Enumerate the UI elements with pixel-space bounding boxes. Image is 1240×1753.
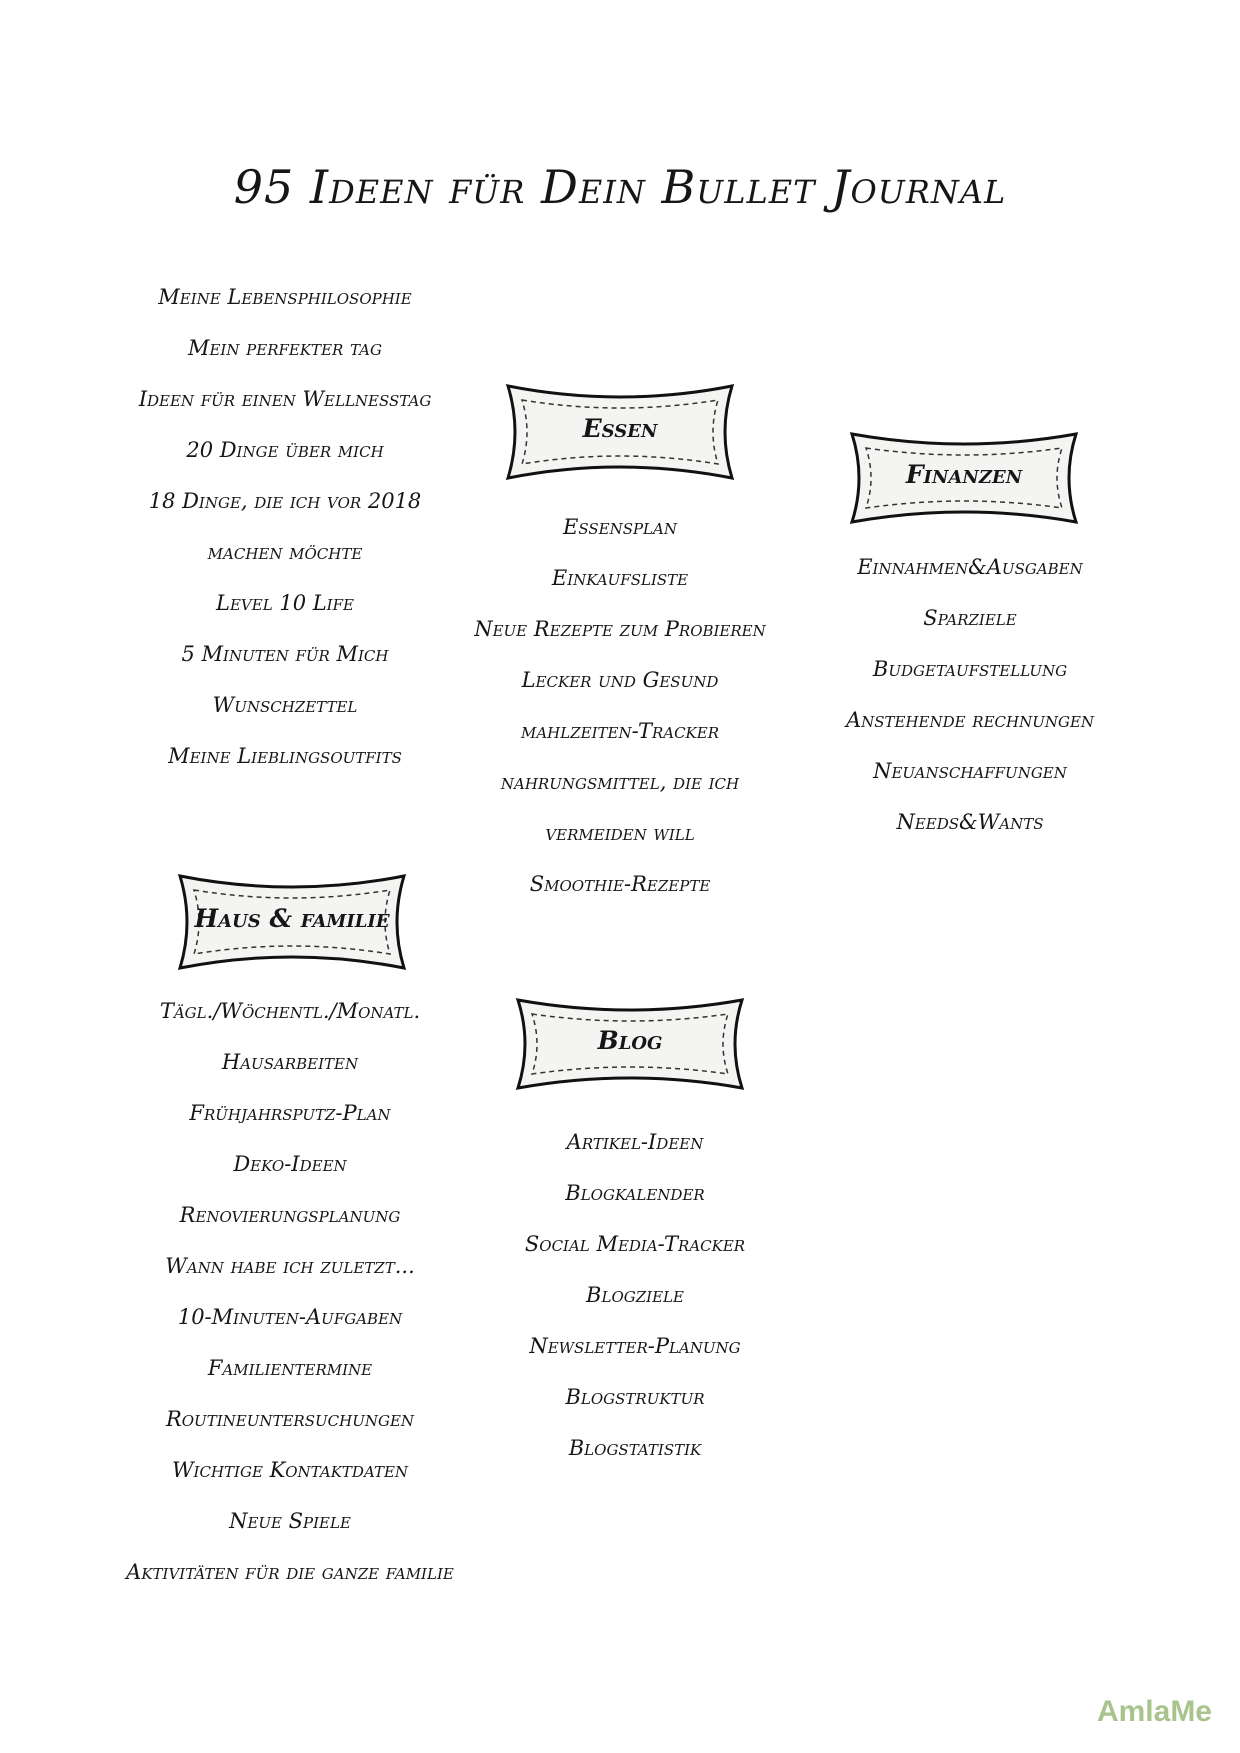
haus-heading: Haus & familie: [194, 904, 390, 933]
list-item: Sparziele: [923, 606, 1017, 630]
list-item: Ideen für einen Wellnesstag: [138, 387, 432, 411]
list-item: mahlzeiten-Tracker: [520, 719, 720, 743]
list-item: Mein perfekter tag: [187, 336, 382, 360]
list-item: Needs&Wants: [896, 810, 1044, 834]
list-item: Blogziele: [586, 1283, 684, 1307]
list-item: Hausarbeiten: [221, 1050, 359, 1074]
list-item: Wichtige Kontaktdaten: [171, 1458, 409, 1482]
essen-list: [460, 502, 780, 910]
essen-banner: [500, 380, 740, 484]
list-item: 18 Dinge, die ich vor 2018: [148, 489, 422, 513]
blog-list: [475, 1117, 795, 1474]
list-item: Blogstatistik: [568, 1436, 702, 1460]
list-item: Tägl./Wöchentl./Monatl.: [159, 999, 421, 1023]
haus-banner: [172, 870, 412, 974]
list-item: Meine Lebensphilosophie: [158, 285, 412, 309]
blog-heading: Blog: [597, 1026, 663, 1055]
list-item: Einnahmen&Ausgaben: [857, 555, 1083, 579]
list-item: Essensplan: [563, 515, 677, 539]
list-item: Artikel-Ideen: [566, 1130, 704, 1154]
finanzen-heading: Finanzen: [905, 460, 1023, 489]
list-item: Neue Spiele: [229, 1509, 351, 1533]
list-item: vermeiden will: [545, 821, 695, 845]
list-item: Smoothie-Rezepte: [529, 872, 711, 896]
watermark-logo: AmlaMe: [1096, 1695, 1212, 1728]
finanzen-list: [820, 542, 1120, 848]
list-item: Anstehende rechnungen: [845, 708, 1095, 732]
list-item: Renovierungsplanung: [179, 1203, 401, 1227]
list-item: Blogkalender: [565, 1181, 705, 1205]
essen-heading: Essen: [582, 414, 658, 443]
list-item: Routineuntersuchungen: [165, 1407, 415, 1431]
list-item: Social Media-Tracker: [524, 1232, 746, 1256]
list-item: 5 Minuten für Mich: [181, 642, 389, 666]
list-item: Budgetaufstellung: [872, 657, 1068, 681]
list-item: Aktivitäten für die ganze familie: [126, 1560, 454, 1584]
list-item: Einkaufsliste: [551, 566, 689, 590]
list-item: Lecker und Gesund: [521, 668, 719, 692]
list-item: Meine Lieblingsoutfits: [168, 744, 402, 768]
list-item: Wann habe ich zuletzt...: [165, 1254, 415, 1278]
list-item: Neue Rezepte zum Probieren: [474, 617, 766, 641]
list-item: 20 Dinge über mich: [186, 438, 384, 462]
list-item: Blogstruktur: [565, 1385, 705, 1409]
list-item: nahrungsmittel, die ich: [500, 770, 740, 794]
blog-banner: [510, 994, 750, 1094]
haus-list: [110, 986, 470, 1598]
general-list: [135, 272, 435, 782]
page-title: 95 Ideen für Dein Bullet Journal: [233, 160, 1007, 214]
list-item: Familientermine: [207, 1356, 373, 1380]
list-item: Frühjahrsputz-Plan: [189, 1101, 391, 1125]
list-item: Level 10 Life: [216, 591, 354, 615]
list-item: Neuanschaffungen: [873, 759, 1067, 783]
list-item: Newsletter-Planung: [529, 1334, 741, 1358]
list-item: Wunschzettel: [212, 693, 358, 717]
list-item: machen möchte: [207, 540, 363, 564]
finanzen-banner: [844, 428, 1084, 528]
list-item: Deko-Ideen: [233, 1152, 347, 1176]
list-item: 10-Minuten-Aufgaben: [177, 1305, 403, 1329]
